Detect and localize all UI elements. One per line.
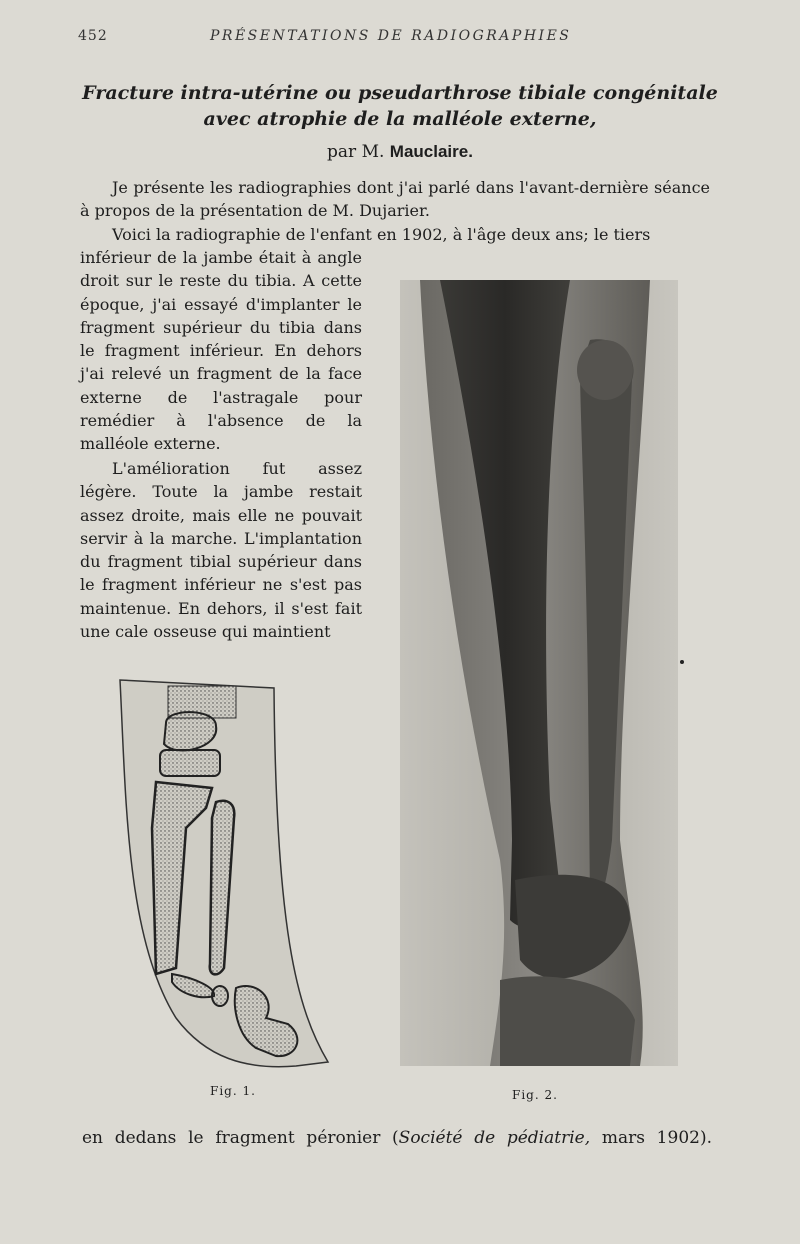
paragraph-2-rest: inférieur de la jambe était à angle droit sur le reste du tibia. A cette époque, j'ai essayé d'implanter le fragment supérieur du tibia dans le fragment inférieur. En dehors j'ai relevé un fragment de la face externe de l'astragale pour remédier à l'absence de la malléole externe. [80, 248, 362, 454]
title-line-2: avec atrophie de la malléole externe, [203, 108, 597, 130]
paragraph-1: Je présente les radiographies dont j'ai parlé dans l'avant-dernière séance à propos de la présentation de M. Dujarier. [80, 178, 710, 221]
page-number: 452 [78, 28, 108, 44]
closing-line-source: Société de pédiatrie, [398, 1128, 591, 1148]
paragraph-2-first-line: Voici la radiographie de l'enfant en 1902, à l'âge deux ans; le tiers [112, 225, 651, 244]
title-line-1: Fracture intra-utérine ou pseudarthrose tibiale congénitale [82, 82, 718, 104]
byline [0, 142, 800, 162]
figure-2-radiograph [400, 280, 678, 1066]
running-title: PRÉSENTATIONS DE RADIOGRAPHIES [210, 28, 572, 44]
speck-mark [680, 660, 684, 664]
figure-1-caption: Fig. 1. [210, 1084, 256, 1098]
byline-prefix: par M. [327, 142, 385, 162]
paragraph-3: L'amélioration fut assez légère. Toute la jambe restait assez droite, mais elle ne pouvait servir à la marche. L'implantation du fragment tibial supérieur dans le fragment inférieur ne s'est pas maintenue. En dehors, il s'est fait une cale osseuse qui maintient [80, 459, 362, 642]
figure-2-caption: Fig. 2. [512, 1088, 558, 1102]
figure-1-drawing [116, 678, 336, 1078]
closing-line-end: mars 1902). [590, 1128, 712, 1148]
closing-line [82, 1128, 712, 1148]
article-title [70, 80, 730, 132]
author-name: Mauclaire. [389, 142, 473, 161]
closing-line-start: en dedans le fragment péronier ( [82, 1128, 399, 1148]
